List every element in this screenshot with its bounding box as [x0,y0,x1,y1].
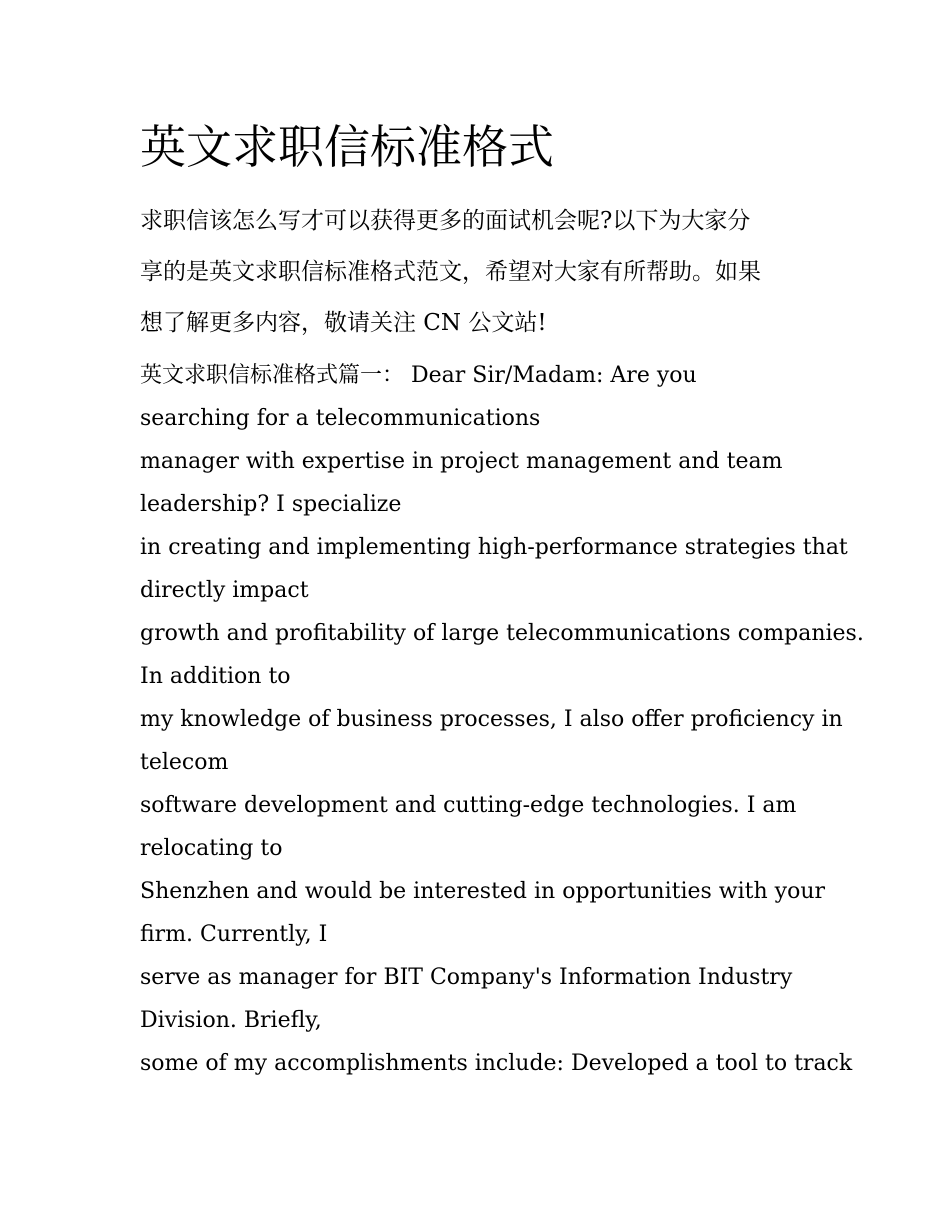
body-line: In addition to [140,664,291,689]
body-line: my knowledge of business processes, I also offer proficiency in [140,707,843,732]
intro-line: 享的是英文求职信标准格式范文，希望对大家有所帮助。如果 [140,259,761,285]
body-line: Shenzhen and would be interested in opportunities with your [140,879,826,904]
document-title: 英文求职信标准格式 [140,120,554,174]
body-line: Division. Briefly, [140,1008,322,1033]
body-line: relocating to [140,836,283,861]
intro-line: 求职信该怎么写才可以获得更多的面试机会呢?以下为大家分 [140,208,751,234]
body-line: firm. Currently, I [140,922,328,947]
intro-line: 想了解更多内容，敬请关注 CN 公文站! [140,310,547,336]
body-line: growth and profitability of large telecommunications companies. [140,621,864,646]
body-line: searching for a telecommunications [140,406,541,431]
body-line: 英文求职信标准格式篇一： Dear Sir/Madam: Are you [140,363,697,388]
body-line: manager with expertise in project management and team [140,449,783,474]
body-line: leadership? I specialize [140,492,402,517]
body-line: software development and cutting-edge technologies. I am [140,793,797,818]
body-line: directly impact [140,578,309,603]
body-line: serve as manager for BIT Company's Information Industry [140,965,793,990]
body-line: some of my accomplishments include: Developed a tool to track [140,1051,853,1076]
body-line: in creating and implementing high-performance strategies that [140,535,848,560]
body-line: telecom [140,750,229,775]
